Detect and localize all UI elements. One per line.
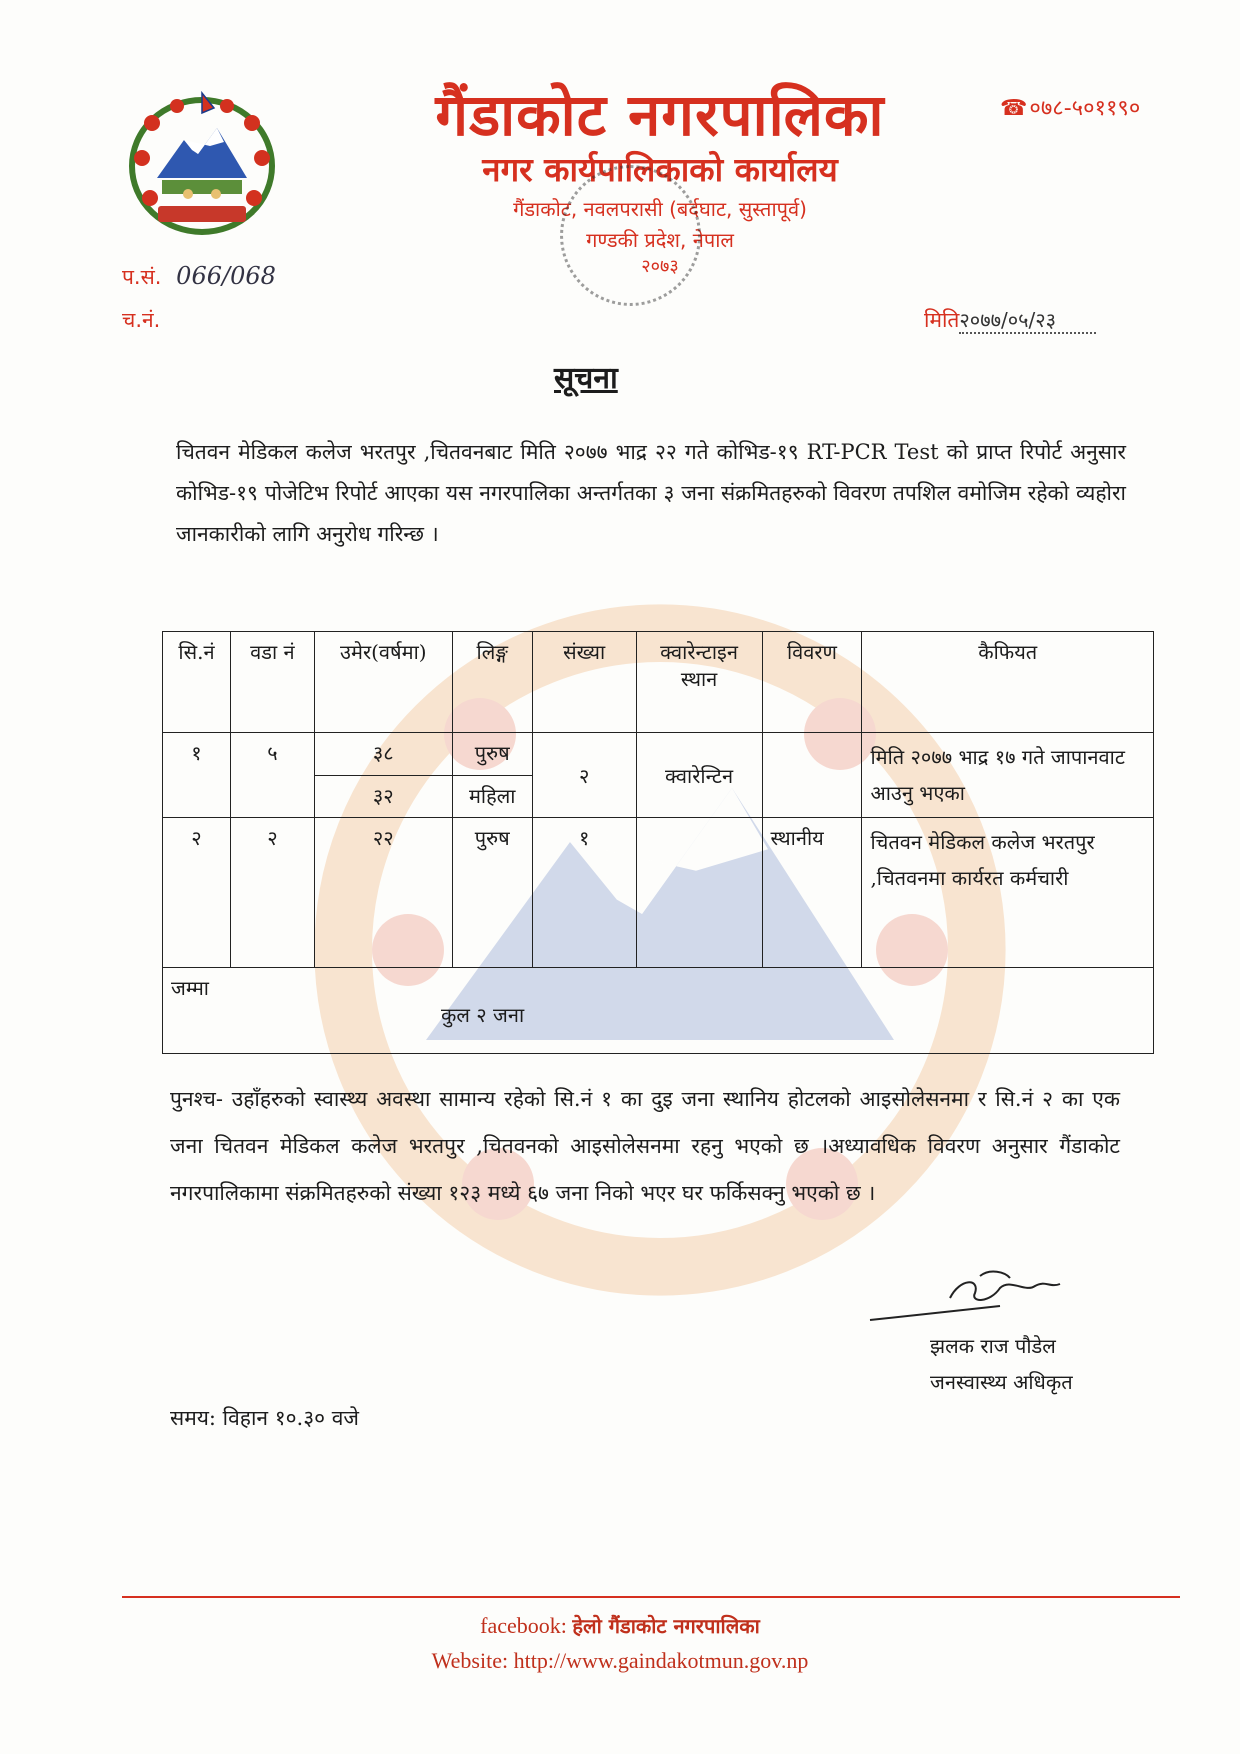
cell-age: ३२ (314, 775, 452, 818)
cell-remark: मिति २०७७ भाद्र १७ गते जापानवाट आउनु भएका (862, 733, 1154, 818)
col-header-count: संख्या (532, 632, 636, 733)
total-value: कुल २ जना (441, 1003, 525, 1027)
chalani-number: च.नं. (122, 308, 161, 332)
cases-table (162, 631, 1154, 1054)
ps-value: 066/068 (176, 262, 276, 290)
facebook-link[interactable]: हेलो गैंडाकोट नगरपालिका (572, 1614, 760, 1638)
footer-divider (122, 1596, 1180, 1598)
col-header-detail: विवरण (762, 632, 862, 733)
phone-number (1000, 92, 1140, 122)
col-header-gender: लिङ्ग (452, 632, 532, 733)
table-header-row (163, 632, 1154, 733)
website-label: Website: (431, 1648, 509, 1673)
establishment-year: २०७३ (641, 256, 679, 277)
date-label: मिति (924, 308, 960, 332)
cell-age: २२ (314, 818, 452, 968)
cell-quarantine (636, 818, 762, 968)
col-header-sn: सि.नं (163, 632, 231, 733)
cell-quarantine: क्वारेन्टिन (636, 733, 762, 818)
cell-sn: २ (163, 818, 231, 968)
date-value: २०७७/०५/२३ (959, 308, 1096, 334)
table-total-row (163, 968, 1154, 1054)
notice-title: सूचना (554, 361, 618, 396)
footer (0, 1608, 1240, 1678)
office-name: नगर कार्यपालिकाको कार्यालय (482, 150, 838, 189)
notice-intro-paragraph: चितवन मेडिकल कलेज भरतपुर ,चितवनबाट मिति २०७७ भाद्र २२ गते कोभिड-१९ RT-PCR Test को प्राप्त रिपोर्ट अनुसार कोभिड-१९ पोजेटिभ रिपोर्ट आएका यस नगरपालिका अन्तर्गतका ३ जना संक्रमितहरुको विवरण तपशिल वमोजिम रहेको व्यहोरा जानकारीको लागि अनुरोध गरिन्छ । (176, 440, 1126, 546)
table-row (163, 818, 1154, 968)
cell-detail (762, 733, 862, 818)
signatory-name: झलक राज पौडेल (930, 1334, 1056, 1358)
office-stamp (560, 165, 701, 306)
notice-date (924, 306, 1096, 334)
col-header-remark: कैफियत (862, 632, 1154, 733)
cell-gender: पुरुष (452, 818, 532, 968)
nepal-emblem-icon (122, 88, 282, 238)
notice-time: समय: विहान १०.३० वजे (170, 1406, 360, 1430)
cell-ward: २ (230, 818, 314, 968)
footer-facebook (0, 1608, 1240, 1644)
cell-gender: महिला (452, 775, 532, 818)
phone-value: ०७८-५०११९० (1029, 96, 1141, 121)
postscript-paragraph: पुनश्च- उहाँहरुको स्वास्थ्य अवस्था सामान्य रहेको सि.नं १ का दुइ जना स्थानिय होटलको आइसोलेसनमा र सि.नं २ का एक जना चितवन मेडिकल कलेज भरतपुर ,चितवनको आइसोलेसनमा रहनु भएको छ ।अध्यावधिक विवरण अनुसार गैंडाकोट नगरपालिकामा संक्रमितहरुको संख्या १२३ मध्ये ६७ जना निको भएर घर फर्किसक्नु भएको छ । (170, 1087, 1120, 1205)
col-header-quarantine: क्वारेन्टाइन स्थान (636, 632, 762, 733)
cell-gender: पुरुष (452, 733, 532, 776)
cell-ward: ५ (230, 733, 314, 818)
facebook-label: facebook: (480, 1613, 567, 1638)
office-province: गण्डकी प्रदेश, नेपाल (586, 228, 734, 252)
telephone-icon: ☎ (1000, 96, 1028, 121)
cell-detail: स्थानीय (762, 818, 862, 968)
total-label: जम्मा (171, 976, 209, 1000)
signature-scrawl (860, 1258, 1100, 1328)
office-address: गैंडाकोट, नवलपरासी (बर्दघाट, सुस्तापूर्व) (513, 197, 807, 221)
cell-sn: १ (163, 733, 231, 818)
signature-block (860, 1258, 1100, 1394)
footer-website (0, 1644, 1240, 1678)
total-cell (163, 968, 1154, 1054)
signatory-post: जनस्वास्थ्य अधिकृत (930, 1370, 1073, 1394)
table-row (163, 733, 1154, 776)
patra-sankhya (122, 262, 276, 291)
cell-age: ३८ (314, 733, 452, 776)
cell-remark: चितवन मेडिकल कलेज भरतपुर ,चितवनमा कार्यरत कर्मचारी (862, 818, 1154, 968)
website-link[interactable]: http://www.gaindakotmun.gov.np (513, 1648, 809, 1673)
ps-label: प.सं. (122, 265, 162, 289)
cell-count: १ (532, 818, 636, 968)
col-header-ward: वडा नं (230, 632, 314, 733)
cell-count: २ (532, 733, 636, 818)
municipality-name: गैंडाकोट नगरपालिका (435, 81, 885, 149)
col-header-age: उमेर(वर्षमा) (314, 632, 452, 733)
